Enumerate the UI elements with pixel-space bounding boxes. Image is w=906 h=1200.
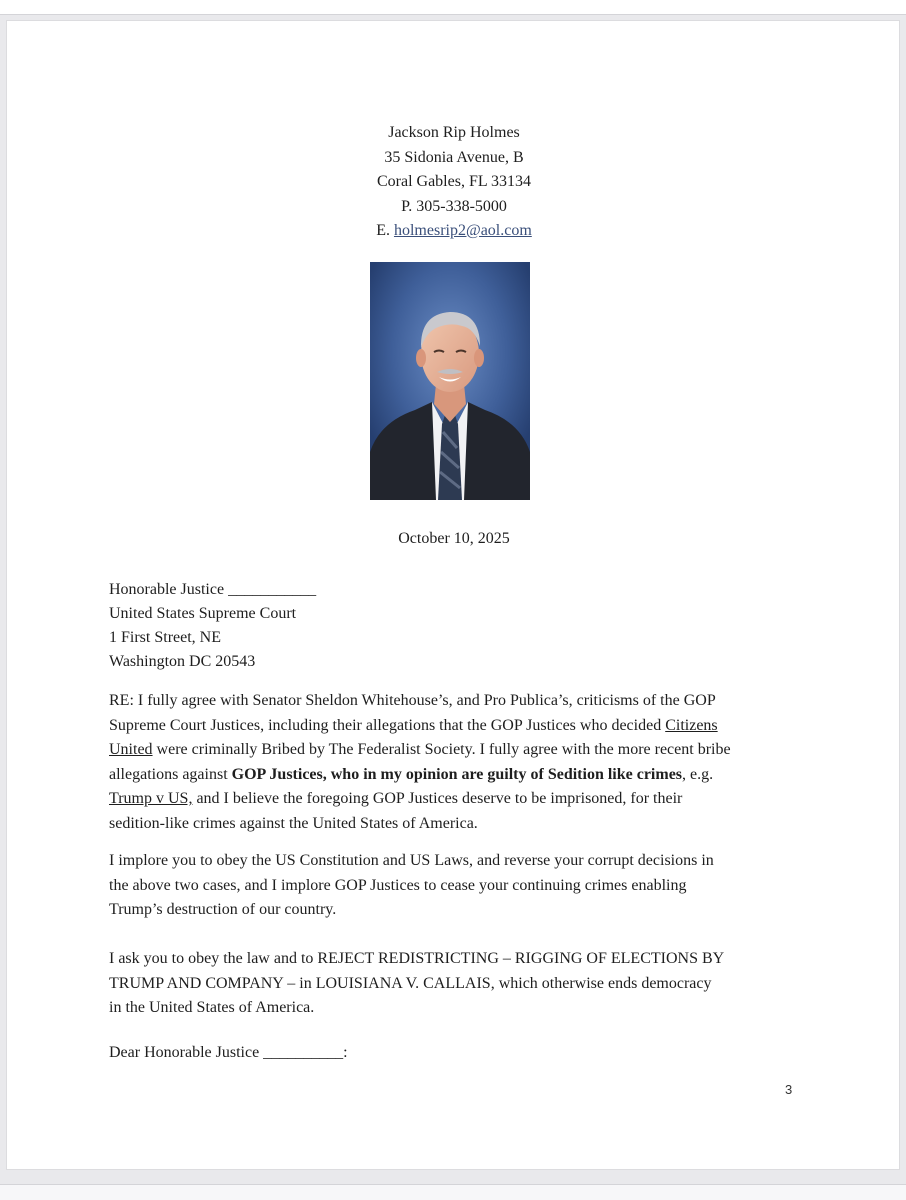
paragraph-line: RE: I fully agree with Senator Sheldon Whitehouse’s, and Pro Publica’s, criticisms of the GOP bbox=[109, 692, 716, 709]
paragraph-re bbox=[109, 689, 809, 837]
portrait-illustration bbox=[370, 262, 530, 500]
text-run: Supreme Court Justices, including their allegations that the GOP Justices who decided bbox=[109, 716, 666, 734]
paragraph-redistricting bbox=[109, 947, 809, 1021]
page-number: 3 bbox=[785, 1082, 793, 1097]
salutation: Dear Honorable Justice __________: bbox=[109, 1044, 348, 1061]
case-citizens-united-part1: Citizens bbox=[665, 716, 718, 734]
paragraph-line: I implore you to obey the US Constitution and US Laws, and reverse your corrupt decisions in bbox=[109, 852, 714, 869]
paragraph-line: Trump’s destruction of our country. bbox=[109, 901, 337, 919]
top-page-edge bbox=[0, 0, 906, 15]
text-run: were criminally Bribed by The Federalist Society. I fully agree with the more recent bribe bbox=[152, 741, 731, 759]
next-page-edge bbox=[0, 1184, 906, 1200]
bold-statement: GOP Justices, who in my opinion are guilty of Sedition like crimes bbox=[231, 765, 683, 783]
text-run: , e.g. bbox=[682, 765, 714, 783]
email-link[interactable]: holmesrip2@aol.com bbox=[393, 222, 532, 239]
recipient-line-3: 1 First Street, NE bbox=[109, 629, 221, 646]
portrait-photo bbox=[370, 262, 530, 500]
sender-email-line bbox=[7, 219, 901, 244]
paragraph-line: in the United States of America. bbox=[109, 999, 315, 1017]
sender-phone: P. 305-338-5000 bbox=[401, 197, 507, 215]
recipient-line-4: Washington DC 20543 bbox=[109, 653, 256, 670]
recipient-line-1: Honorable Justice ___________ bbox=[109, 581, 317, 598]
paragraph-line bbox=[109, 763, 809, 788]
letterhead bbox=[7, 121, 901, 244]
paragraph-implore bbox=[109, 849, 809, 923]
recipient-address bbox=[109, 578, 316, 674]
paragraph-line: I ask you to obey the law and to REJECT REDISTRICTING – RIGGING OF ELECTIONS BY bbox=[109, 950, 725, 967]
paragraph-line: TRUMP AND COMPANY – in LOUISIANA V. CALLAIS, which otherwise ends democracy bbox=[109, 974, 712, 992]
text-run: allegations against bbox=[109, 765, 232, 783]
document-page bbox=[6, 20, 900, 1170]
letter-date: October 10, 2025 bbox=[398, 530, 510, 547]
recipient-line-2: United States Supreme Court bbox=[109, 605, 297, 622]
case-citizens-united-part2: United bbox=[109, 741, 153, 759]
case-trump-v-us: Trump v US, bbox=[109, 790, 193, 808]
sender-street: 35 Sidonia Avenue, B bbox=[384, 148, 524, 166]
paragraph-line bbox=[109, 738, 809, 763]
sender-city: Coral Gables, FL 33134 bbox=[376, 173, 532, 190]
sender-name: Jackson Rip Holmes bbox=[388, 124, 520, 141]
paragraph-line: the above two cases, and I implore GOP Justices to cease your continuing crimes enabling bbox=[109, 876, 687, 894]
paragraph-line bbox=[109, 787, 809, 812]
email-prefix: E. bbox=[376, 222, 394, 239]
paragraph-line bbox=[109, 714, 809, 739]
paragraph-line: sedition-like crimes against the United States of America. bbox=[109, 814, 478, 832]
text-run: and I believe the foregoing GOP Justices deserve to be imprisoned, for their bbox=[192, 790, 683, 808]
